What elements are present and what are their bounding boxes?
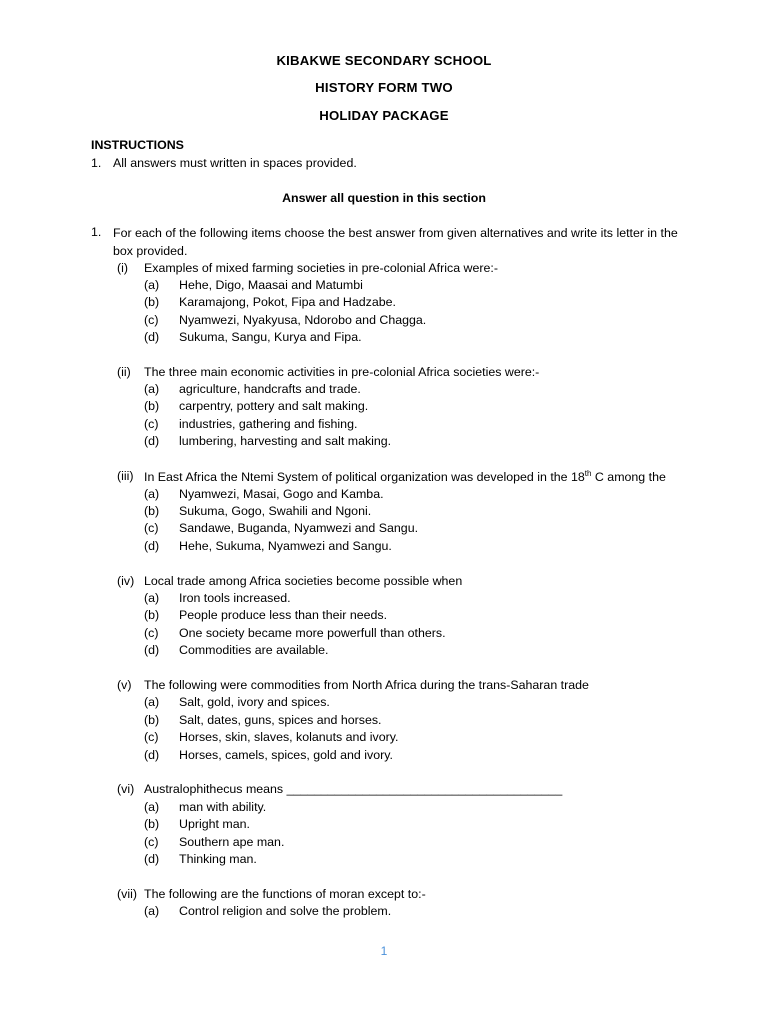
option-label: (c) bbox=[144, 730, 159, 744]
option-text: Nyamwezi, Nyakyusa, Ndorobo and Chagga. bbox=[179, 313, 427, 327]
subquestion-number: (vi) bbox=[117, 782, 135, 796]
option-label: (a) bbox=[144, 487, 160, 501]
subquestion-text-main: In East Africa the Ntemi System of political organization was developed in the 18 bbox=[144, 470, 585, 485]
option-label: (d) bbox=[144, 330, 160, 344]
subquestion-text: The following were commodities from North Africa during the trans-Saharan trade bbox=[144, 678, 589, 692]
option-label: (c) bbox=[144, 626, 159, 640]
option-text: Sukuma, Sangu, Kurya and Fipa. bbox=[179, 330, 362, 344]
option-label: (c) bbox=[144, 417, 159, 431]
option-text: man with ability. bbox=[179, 800, 267, 814]
subquestion-text: The following are the functions of moran except to:- bbox=[144, 887, 426, 901]
option-label: (b) bbox=[144, 295, 160, 309]
option-label: (a) bbox=[144, 695, 160, 709]
subquestion-text-tail: C among the bbox=[591, 470, 666, 485]
subject-title: HISTORY FORM TWO bbox=[315, 80, 453, 95]
option-text: Thinking man. bbox=[179, 852, 257, 866]
option-text: Upright man. bbox=[179, 817, 250, 831]
option-label: (c) bbox=[144, 521, 159, 535]
option-label: (b) bbox=[144, 399, 160, 413]
question-number: 1. bbox=[91, 225, 102, 239]
option-label: (b) bbox=[144, 713, 160, 727]
option-label: (a) bbox=[144, 278, 160, 292]
option-text: carpentry, pottery and salt making. bbox=[179, 399, 369, 413]
option-text: agriculture, handcrafts and trade. bbox=[179, 382, 361, 396]
option-text: Horses, skin, slaves, kolanuts and ivory. bbox=[179, 730, 399, 744]
option-text: Sandawe, Buganda, Nyamwezi and Sangu. bbox=[179, 521, 419, 535]
subquestion-text: Australophithecus means ________________________________________ bbox=[144, 782, 563, 796]
option-text: Hehe, Sukuma, Nyamwezi and Sangu. bbox=[179, 539, 392, 553]
option-label: (b) bbox=[144, 608, 160, 622]
option-label: (d) bbox=[144, 643, 160, 657]
option-label: (d) bbox=[144, 539, 160, 553]
subquestion-text: Examples of mixed farming societies in pre-colonial Africa were:- bbox=[144, 261, 498, 275]
option-text: Karamajong, Pokot, Fipa and Hadzabe. bbox=[179, 295, 396, 309]
subquestion-number: (i) bbox=[117, 261, 129, 275]
option-label: (a) bbox=[144, 904, 160, 918]
option-text: Commodities are available. bbox=[179, 643, 329, 657]
option-text: industries, gathering and fishing. bbox=[179, 417, 358, 431]
instructions-heading: INSTRUCTIONS bbox=[91, 138, 184, 152]
option-text: Control religion and solve the problem. bbox=[179, 904, 392, 918]
option-text: lumbering, harvesting and salt making. bbox=[179, 434, 392, 448]
option-label: (b) bbox=[144, 817, 160, 831]
subquestion-number: (iv) bbox=[117, 574, 135, 588]
option-label: (a) bbox=[144, 800, 160, 814]
option-text: Southern ape man. bbox=[179, 835, 285, 849]
option-text: Hehe, Digo, Maasai and Matumbi bbox=[179, 278, 363, 292]
instruction-text: All answers must written in spaces provided. bbox=[113, 156, 357, 170]
option-text: Horses, camels, spices, gold and ivory. bbox=[179, 748, 393, 762]
instruction-number: 1. bbox=[91, 156, 102, 170]
option-label: (d) bbox=[144, 748, 160, 762]
option-text: Nyamwezi, Masai, Gogo and Kamba. bbox=[179, 487, 384, 501]
option-label: (d) bbox=[144, 434, 160, 448]
option-text: Iron tools increased. bbox=[179, 591, 291, 605]
option-text: Sukuma, Gogo, Swahili and Ngoni. bbox=[179, 504, 372, 518]
subquestion-number: (vii) bbox=[117, 887, 137, 901]
section-heading: Answer all question in this section bbox=[282, 191, 486, 205]
option-text: Salt, gold, ivory and spices. bbox=[179, 695, 330, 709]
option-text: Salt, dates, guns, spices and horses. bbox=[179, 713, 382, 727]
option-label: (c) bbox=[144, 313, 159, 327]
package-title: HOLIDAY PACKAGE bbox=[319, 108, 449, 123]
option-label: (d) bbox=[144, 852, 160, 866]
subquestion-number: (ii) bbox=[117, 365, 131, 379]
subquestion-text: The three main economic activities in pre-colonial Africa societies were:- bbox=[144, 365, 540, 379]
question-text: For each of the following items choose the best answer from given alternatives and write its letter in the box provided. bbox=[113, 226, 678, 258]
subquestion-number: (v) bbox=[117, 678, 132, 692]
option-label: (c) bbox=[144, 835, 159, 849]
subquestion-text: Local trade among Africa societies become possible when bbox=[144, 574, 463, 588]
subquestion-number: (iii) bbox=[117, 469, 134, 483]
school-name: KIBAKWE SECONDARY SCHOOL bbox=[276, 53, 492, 68]
option-label: (b) bbox=[144, 504, 160, 518]
subquestion-text bbox=[144, 469, 666, 484]
option-text: One society became more powerfull than others. bbox=[179, 626, 446, 640]
superscript-ordinal: th bbox=[584, 469, 592, 478]
option-text: People produce less than their needs. bbox=[179, 608, 388, 622]
page-number: 1 bbox=[380, 944, 388, 958]
option-label: (a) bbox=[144, 382, 160, 396]
option-label: (a) bbox=[144, 591, 160, 605]
